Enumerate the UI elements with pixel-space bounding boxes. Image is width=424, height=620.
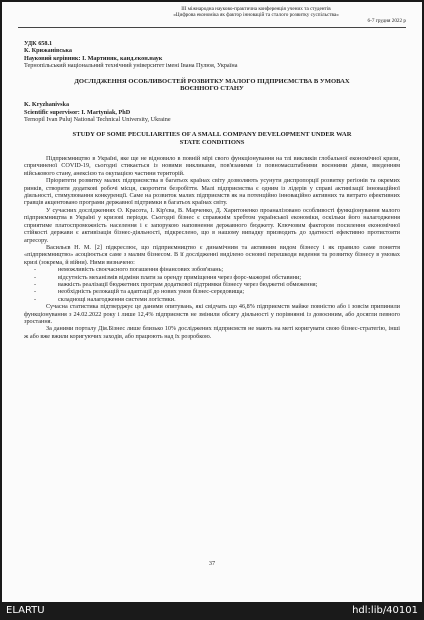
list-item: - важкість реалізації бюджетних програм додаткової підтримки бізнесу через бюджетні обмеження; [34,280,318,288]
udc-code: УДК 658.1 [24,40,53,47]
paragraph: Пріоритети розвитку малих підприємства в багатьох країнах світу дозволяють усунути диспропорції розвитку регіонів та окремих ринків, створити додаткові робочі місця, скоротити безробіття. Малі підприємства є одним із лідерів у справі активізації інноваційної діяльності, стимулювання конкуренції. Саме на розвиток малих підприємств як на потенційно інноваційно активних та витрато ефективних гравців акцентовано програми державної підтримки в багатьох країнах світу. [24,177,400,207]
repository-label: ELARTU [6,605,45,616]
document-page [2,2,422,602]
list-item: - неможливість своєчасного погашення фінансових зобов'язань; [34,266,224,274]
conference-line-2: «Цифрова економіка як фактор інновацій та сталого розвитку суспільства» [173,12,339,19]
header-divider [18,27,406,28]
article-content [24,40,400,340]
list-item-text: необхідність релокацій та адаптації до нових умов бізнес-середовища; [58,288,245,296]
title-ua: ДОСЛІДЖЕННЯ ОСОБЛИВОСТЕЙ РОЗВИТКУ МАЛОГО ПІДПРИЄМСТВА В УМОВАХ ВОЄННОГО СТАНУ [74,77,350,93]
list-item: - складнощі налагодження системи логістики. [34,295,176,303]
list-item-text: важкість реалізації бюджетних програм додаткової підтримки бізнесу через бюджетні обмеження; [58,280,318,288]
obstacles-list [24,266,400,303]
list-item-text: складнощі налагодження системи логістики. [58,295,176,303]
supervisor-ua: Науковий керівник: І. Мартиняк, канд.екон.наук [24,54,163,62]
footer-bar [0,602,424,620]
conference-date: 6-7 грудня 2022 р [367,18,406,25]
university-en: Ternopil Ivan Puluj National Technical University, Ukraine [24,116,171,124]
conference-header [106,6,406,25]
paragraph: Васильєв Н. М. [2] підкреслює, що підприємництво є динамічним та активним видом бізнесу і як правило саме поняття «підприємництво» асоціюється саме з малим бізнесом. В її дослідженні виділено основні перешкоди ведення та розвитку бізнесу в умовах кризі (зокрема, й війни). Ними визначено: [24,243,400,266]
list-item-text: відсутність механізмів відміни плати за оренду приміщення через форс-мажорні обставини; [58,273,302,281]
conference-line-1: ІІІ міжнародна науково-практична конференція учених та студентів [181,6,331,12]
paragraph: Підприємництво в Україні, яке ще не відновило в повній мірі свого функціонування на тлі викликів глобальної економічної кризи, спричиненої COVID-19, сьогодні стикається із новими викликами, пов'язаними із повномасштабними воєнними діями, введенням військового стану, анексією та окупацією частини територій. [24,155,400,177]
paragraph: Сучасна статистика підтверджує це даними опитувань, які свідчать що 46,8% підприємств майже повністю або і зовсім припинили функціонування з 24.02.2022 року і лише 12,4% підприємств не змінили обсягу діяльності у порівнянні із довоєнним, або досягли певного зростання. [24,303,400,325]
author-en: K. Kryzhanivska [24,101,70,109]
author-ua: К. Крижанівська [24,47,72,55]
list-item-text: неможливість своєчасного погашення фінансових зобов'язань; [58,266,224,274]
list-item: - необхідність релокацій та адаптації до нових умов бізнес-середовища; [34,288,245,296]
title-en: STUDY OF SOME PECULIARITIES OF A SMALL COMPANY DEVELOPMENT UNDER WAR STATE CONDITIONS [72,131,352,147]
handle-label: hdl:lib/40101 [352,605,418,616]
paragraph: У сучасних дослідженнях О. Красота, І. Кір'єва, В. Марченко, Д. Харитоненко проаналізовано особливості функціонування малого підприємництва в Україні у кризові періоди. Сьогодні бізнес є справжнім хребтом української економіки, оскільки його налагодження сприятиме платоспроможність населення і є запорукою наповнення державного бюджету. Ключовим фактором посилення економічної стійкості держави є активізація бізнес-діяльності, підкреслено, що в нашому випадку призводить до здатності ефективно протистояти агресору. [24,206,400,244]
list-item: - відсутність механізмів відміни плати за оренду приміщення через форс-мажорні обставини; [34,273,302,281]
supervisor-en: Scientific supervisor: I. Martyniak, PhD [24,108,131,116]
paragraph: За даними порталу Дія.Бізнес лише близько 10% досліджених підприємств не мають на меті коригувати свою бізнес-стратегію, інші ж або вже вжили коригуючих заходів, або працюють над їх розробкою. [24,325,400,340]
page-number: 37 [208,560,216,567]
university-ua: Тернопільський національний технічний університет імені Івана Пулюя, Україна [24,62,238,70]
